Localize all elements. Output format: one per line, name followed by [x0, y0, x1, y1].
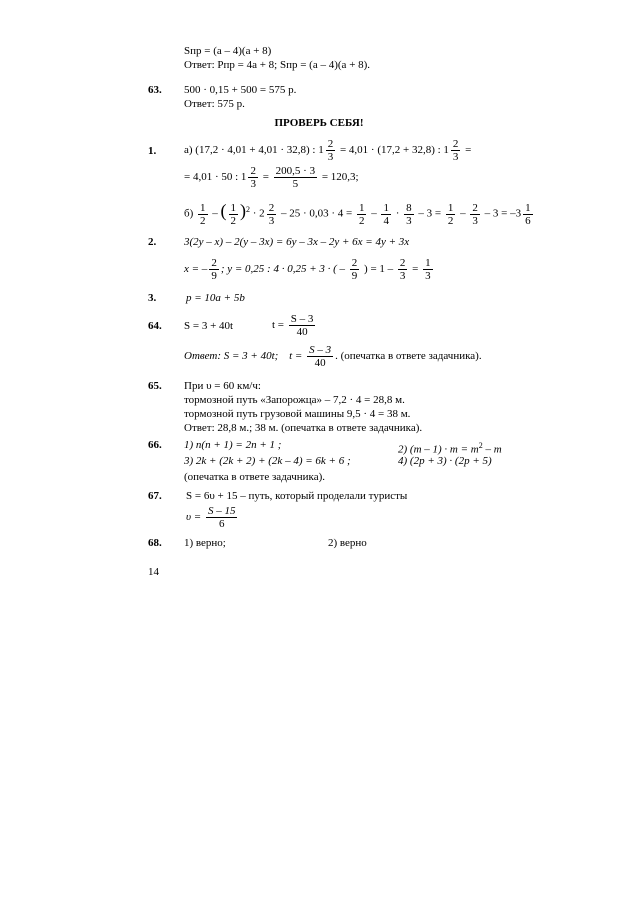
p1-part-b — [184, 196, 535, 228]
p64-formula-t — [272, 311, 317, 339]
expr-text: ; y = 0,25 : 4 · 0,25 + 3 · ( – — [220, 263, 346, 275]
fraction: $\frac{2}{9}$ — [211, 256, 217, 282]
p67-line1: S = 6υ + 15 – путь, который проделали туристы — [186, 490, 408, 502]
p63-calculation: 500 · 0,15 + 500 = 575 р. — [184, 84, 297, 96]
fraction: $\frac{2}{3}$ — [268, 201, 275, 227]
answer-area-formula: Sпр = (a – 4)(a + 8) — [184, 45, 272, 57]
p66-item3 — [184, 455, 351, 468]
p1-part-a-line1 — [184, 136, 471, 164]
p66-item4 — [398, 455, 492, 468]
expr-text: 3(2y – x) – 2(y – 3x) = 6y – 3x – 2y + 6x = 4y + 3x — [184, 236, 410, 248]
fraction: $\frac{1}{2}$ — [447, 201, 454, 227]
expr-text: – 25 · 0,03 · 4 = — [280, 207, 353, 220]
fraction: $\frac{2}{3}$ — [250, 164, 256, 190]
problem-number-65: 65. — [148, 380, 162, 392]
problem-number-68: 68. — [148, 537, 162, 549]
problem-number-2: 2. — [148, 236, 157, 248]
fraction: $\frac{S - 3}{40}$ — [309, 343, 332, 369]
expr-text: 3) 2k + (2k + 2) + (2k – 4) = 6k + 6 ; — [184, 455, 351, 467]
expr-text: t = — [289, 350, 303, 362]
fraction: $\frac{1}{4}$ — [383, 201, 389, 227]
expr-text: – — [371, 207, 377, 220]
expr-text: – 3 = — [418, 207, 442, 220]
expr-text: 2) (m – 1) · m = m — [398, 443, 479, 456]
p66-note: (опечатка в ответе задачника). — [184, 471, 326, 483]
expr-text: υ = — [186, 511, 202, 523]
p66-item1 — [184, 439, 281, 452]
p63-answer: Ответ: 575 р. — [184, 98, 245, 110]
problem-number-3: 3. — [148, 292, 157, 304]
p67-line2 — [186, 503, 239, 531]
expr-text: 4) (2p + 3) · (2p + 5) — [398, 455, 492, 467]
expr-text: p = 10a + 5b — [186, 292, 245, 304]
exponent: 2 — [246, 205, 251, 214]
problem-number-1: 1. — [148, 145, 157, 157]
expr-text: = — [465, 144, 472, 156]
fraction: $\frac{2}{9}$ — [351, 256, 358, 282]
expr-text: = 4,01 · 50 : 1 — [184, 171, 247, 183]
paren: ) — [240, 200, 247, 221]
expr-text: Ответ: S = 3 + 40t; — [184, 350, 279, 362]
fraction: $\frac{8}{3}$ — [406, 201, 412, 227]
p2-line1 — [184, 236, 409, 249]
page-number: 14 — [148, 566, 159, 578]
expr-text: · 2 — [252, 207, 265, 220]
expr-text: t = — [272, 319, 285, 331]
fraction: $\frac{S - 3}{40}$ — [290, 312, 314, 338]
expr-text: ) = 1 – — [364, 263, 394, 275]
fraction: $\frac{1}{2}$ — [230, 201, 237, 227]
p68-item2: 2) верно — [328, 537, 367, 549]
expr-text: – m — [482, 443, 502, 456]
exponent: 2 — [478, 441, 483, 450]
expr-text: . (опечатка в ответе задачника). — [335, 350, 482, 362]
expr-text: – — [460, 207, 466, 220]
problem-number-64: 64. — [148, 320, 162, 332]
p65-line3: тормозной путь грузовой машины 9,5 · 4 = 38 м. — [184, 408, 411, 420]
p65-line1: При υ = 60 км/ч: — [184, 380, 261, 392]
expr-text: – 3 = –3 — [484, 207, 522, 220]
fraction: $\frac{2}{3}$ — [399, 256, 406, 282]
p1-part-a-line2 — [184, 163, 359, 191]
fraction: $\frac{2}{3}$ — [472, 201, 478, 227]
expr-text: = — [412, 263, 419, 275]
p2-line2 — [184, 255, 435, 283]
problem-number-66: 66. — [148, 439, 162, 451]
fraction: $\frac{1}{6}$ — [525, 201, 531, 227]
expr-text: = 120,3; — [321, 171, 359, 183]
expr-text: · — [395, 207, 400, 220]
expr-text: б) — [184, 207, 194, 220]
fraction: $\frac{1}{2}$ — [200, 201, 206, 227]
section-heading: ПРОВЕРЬ СЕБЯ! — [274, 117, 364, 129]
answer-line: Ответ: Pпр = 4a + 8; Sпр = (a – 4)(a + 8). — [184, 59, 371, 71]
fraction: $\frac{S - 15}{6}$ — [207, 504, 236, 530]
fraction: $\frac{1}{3}$ — [425, 256, 431, 282]
p64-answer — [184, 342, 482, 370]
problem-number-63: 63. — [148, 84, 162, 96]
p65-answer: Ответ: 28,8 м.; 38 м. (опечатка в ответе задачника). — [184, 422, 423, 434]
expr-text: = — [262, 171, 269, 183]
fraction: $\frac{2}{3}$ — [327, 137, 334, 163]
fraction: $\frac{2}{3}$ — [452, 137, 459, 163]
p65-line2: тормозной путь «Запорожца» – 7,2 · 4 = 28,8 м. — [184, 394, 405, 406]
p68-item1: 1) верно; — [184, 537, 226, 549]
fraction: $\frac{200,5 \cdot 3}{5}$ — [275, 164, 316, 190]
expr-text: – — [212, 207, 218, 220]
p3-formula — [186, 292, 245, 305]
expr-text: x = – — [184, 263, 208, 275]
paren: ( — [220, 200, 227, 221]
problem-number-67: 67. — [148, 490, 162, 502]
expr-text: а) (17,2 · 4,01 + 4,01 · 32,8) : 1 — [184, 144, 324, 156]
p64-formula-s: S = 3 + 40t — [184, 320, 234, 332]
p66-item2 — [398, 439, 502, 457]
fraction: $\frac{1}{2}$ — [358, 201, 365, 227]
expr-text: = 4,01 · (17,2 + 32,8) : 1 — [339, 144, 449, 156]
expr-text: 1) n(n + 1) = 2n + 1 ; — [184, 439, 282, 451]
